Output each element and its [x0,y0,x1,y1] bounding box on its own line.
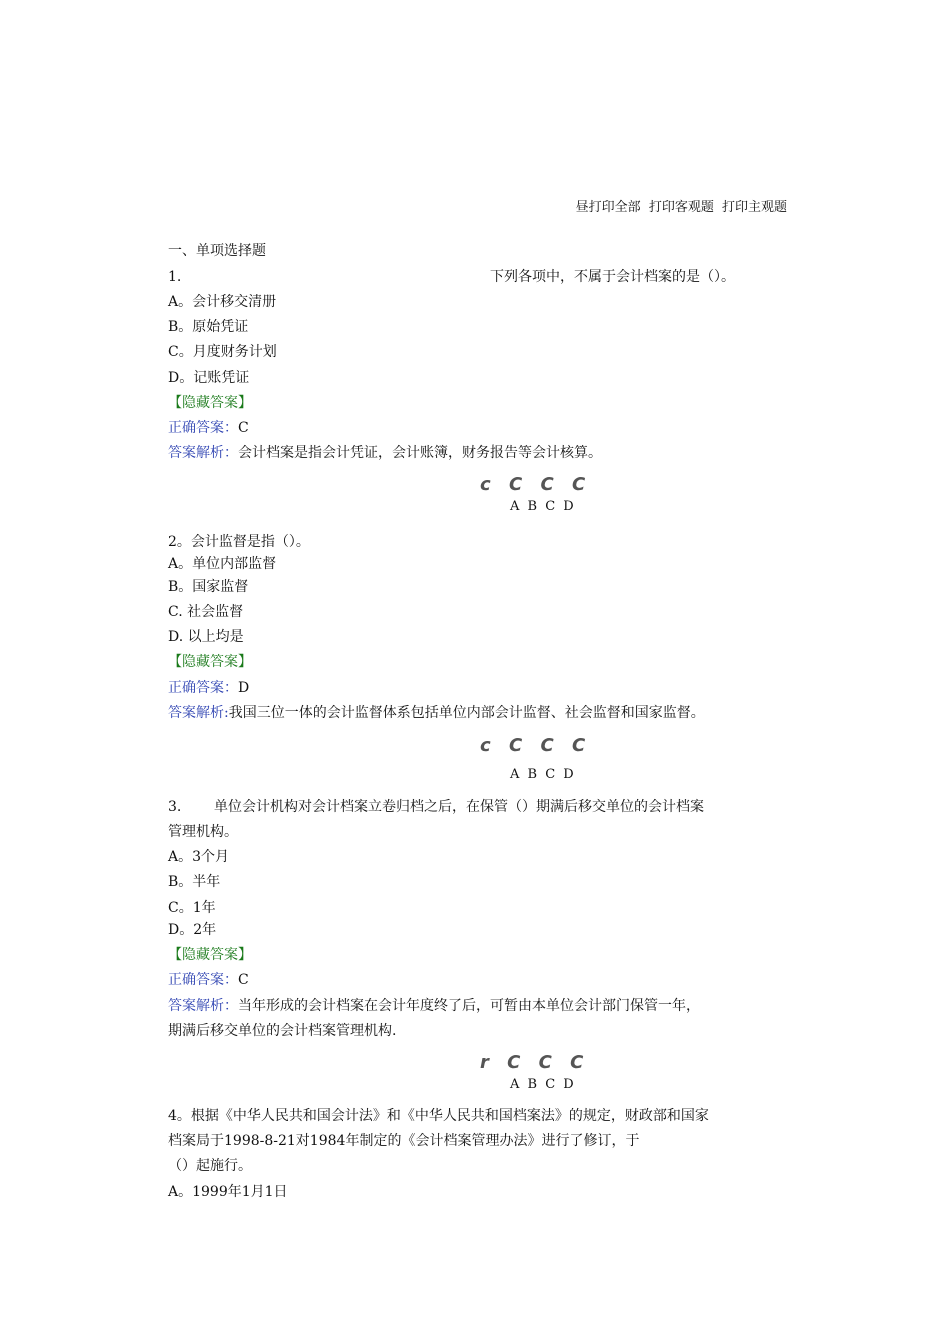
correct-answer-value: C [238,972,249,988]
radio-a[interactable]: c [480,474,497,495]
q2-hide-answer-link[interactable]: 【隐藏答案】 [168,654,252,670]
q1-option-b: B。原始凭证 [168,319,249,335]
correct-answer-label: 正确答案： [168,420,238,436]
q4-question-text-line2: 档案局于1998-8-21对1984年制定的《会计档案管理办法》进行了修订，于 [168,1133,640,1149]
correct-answer-label: 正确答案： [168,972,238,988]
radio-a[interactable]: r [480,1052,495,1073]
print-toolbar [520,196,787,215]
print-objective-link[interactable]: 打印客观题 [648,200,714,215]
q3-answer-radios [480,1052,589,1073]
q2-analysis [168,704,705,722]
q2-option-a: A。单位内部监督 [168,556,277,572]
q3-number: 3. [168,799,182,815]
radio-d[interactable]: C [570,1052,590,1073]
q3-option-c: C。1年 [168,900,216,916]
radio-b[interactable]: C [508,735,529,756]
print-subjective-link[interactable]: 打印主观题 [721,200,787,215]
analysis-label: 答案解析： [168,998,238,1014]
q1-question-text: 下列各项中，不属于会计档案的是（）。 [490,269,735,285]
radio-d[interactable]: C [571,735,592,756]
q1-option-d: D。记账凭证 [168,370,250,386]
q2-question-text: 2。会计监督是指（）。 [168,534,310,550]
q1-number: 1. [168,269,182,285]
radio-c[interactable]: C [538,1052,558,1073]
radio-b[interactable]: C [508,474,529,495]
radio-a[interactable]: c [480,735,497,756]
q4-question-text-line1: 4。根据《中华人民共和国会计法》和《中华人民共和国档案法》的规定，财政部和国家 [168,1108,709,1124]
q3-analysis-line1 [168,997,700,1015]
q2-option-b: B。国家监督 [168,579,249,595]
analysis-text: 当年形成的会计档案在会计年度终了后，可暂由本单位会计部门保管一年， [238,998,700,1014]
radio-c[interactable]: C [540,735,560,756]
q2-answer-radios [480,735,591,756]
q1-option-c: C。月度财务计划 [168,344,277,360]
q3-option-b: B。半年 [168,874,221,890]
q1-analysis [168,444,602,462]
q4-question-text-line3: （）起施行。 [168,1158,252,1174]
q3-question-text-line2: 管理机构。 [168,824,238,840]
q3-question-text-line1: 单位会计机构对会计档案立卷归档之后，在保管（）期满后移交单位的会计档案 [214,799,704,815]
section-title: 一、单项选择题 [168,243,266,259]
radio-c[interactable]: C [540,474,560,495]
analysis-text: 会计档案是指会计凭证，会计账簿，财务报告等会计核算。 [238,445,602,461]
q1-radio-labels: A B C D [510,499,576,514]
correct-answer-value: D [238,680,250,696]
q2-correct-answer [168,679,249,697]
q3-analysis-line2: 期满后移交单位的会计档案管理机构. [168,1023,397,1039]
q2-radio-labels: A B C D [510,767,576,782]
correct-answer-label: 正确答案： [168,680,238,696]
analysis-label: 答案解析: [168,705,229,721]
q1-answer-radios [480,474,591,495]
q1-option-a: A。会计移交清册 [168,294,277,310]
analysis-label: 答案解析： [168,445,238,461]
q2-option-c: C. 社会监督 [168,604,244,620]
q1-hide-answer-link[interactable]: 【隐藏答案】 [168,395,252,411]
correct-answer-value: C [238,420,249,436]
radio-b[interactable]: C [507,1052,527,1073]
printer-icon: 昼 [575,200,589,215]
analysis-text: 我国三位一体的会计监督体系包括单位内部会计监督、社会监督和国家监督。 [228,705,705,721]
radio-d[interactable]: C [571,474,592,495]
print-all-link[interactable]: 打印全部 [588,200,641,215]
q1-correct-answer [168,419,249,437]
q4-option-a: A。1999年1月1日 [168,1184,288,1200]
q3-radio-labels: A B C D [510,1077,576,1092]
q2-option-d: D. 以上均是 [168,629,244,645]
q3-option-d: D。2年 [168,922,217,938]
q3-option-a: A。3个月 [168,849,230,865]
q3-hide-answer-link[interactable]: 【隐藏答案】 [168,947,252,963]
q3-correct-answer [168,971,249,989]
